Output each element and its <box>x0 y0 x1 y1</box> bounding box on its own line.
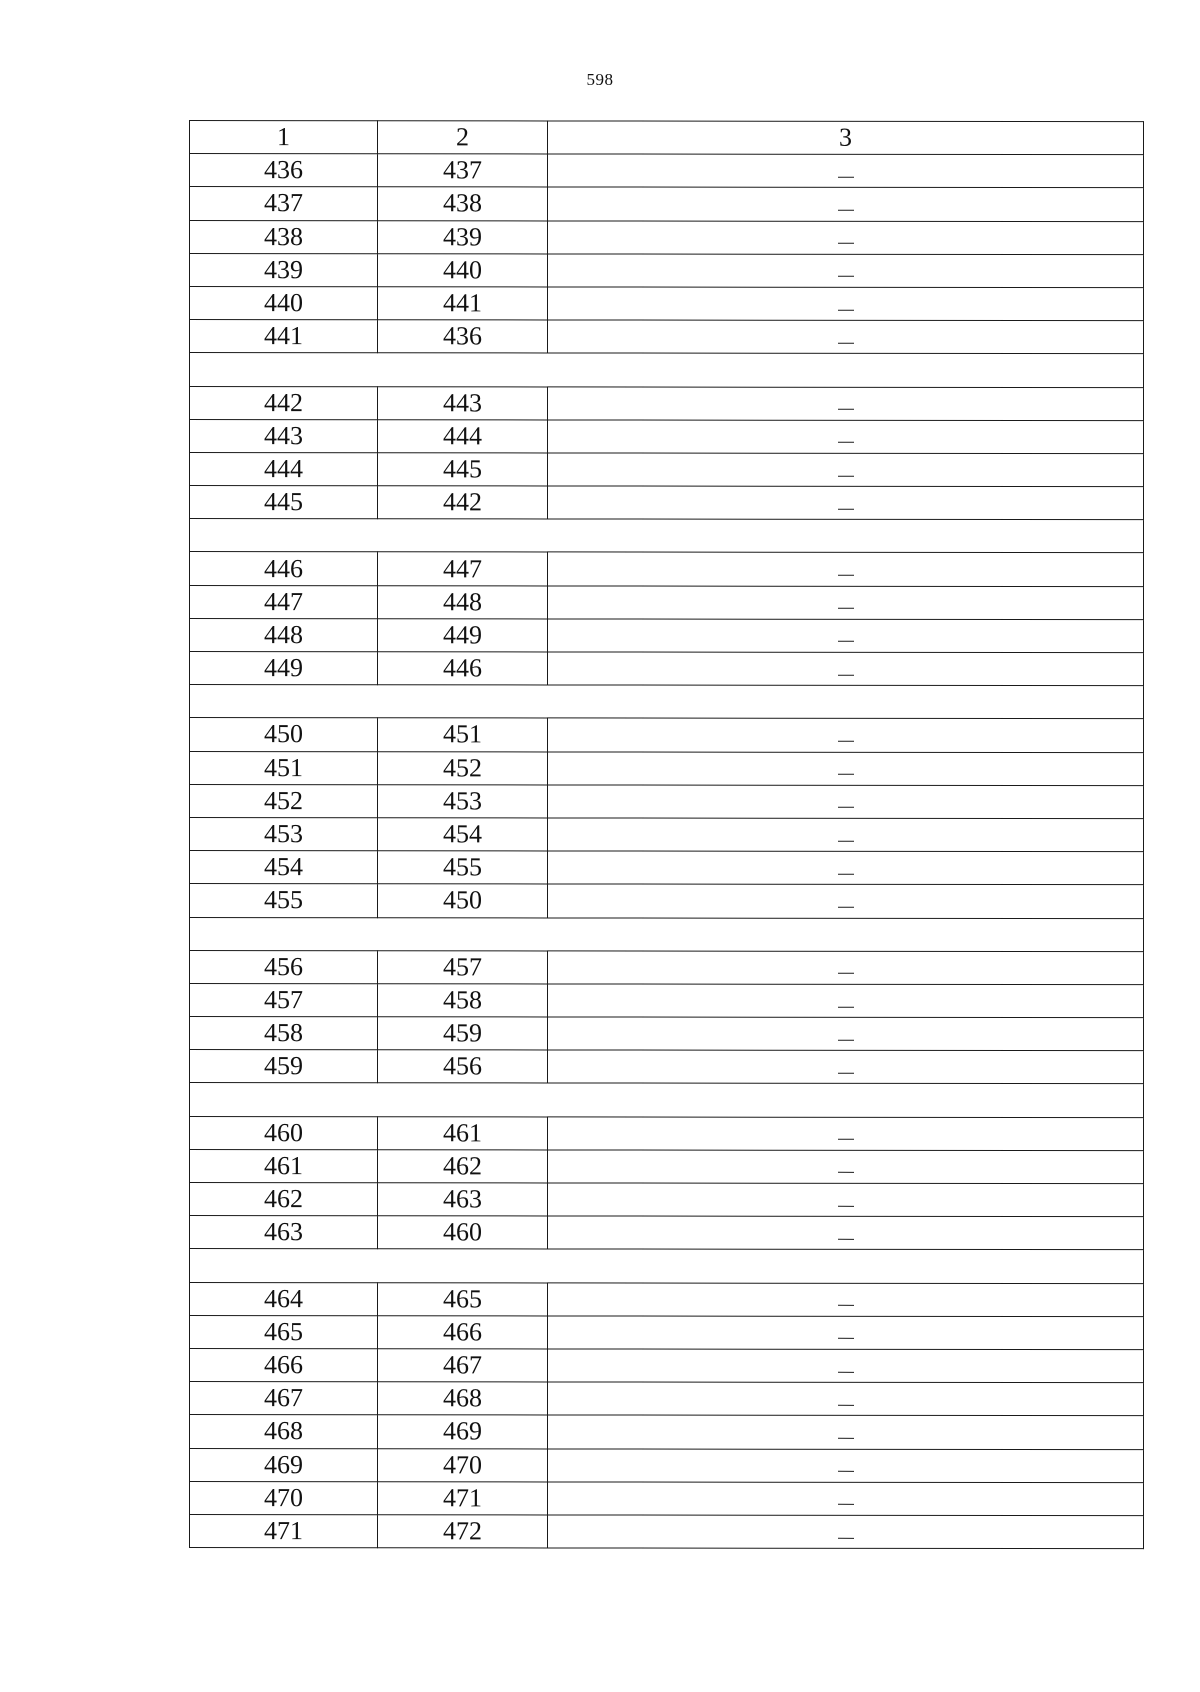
table-cell-col-3 <box>548 1349 1144 1383</box>
table-cell-col-2: 467 <box>378 1349 548 1382</box>
dash-mark <box>838 608 854 609</box>
table-cell-col-3 <box>548 984 1144 1018</box>
dash-mark <box>838 641 854 642</box>
dash-mark <box>838 343 854 344</box>
dash-mark <box>838 508 854 509</box>
table-cell-col-3 <box>548 652 1144 686</box>
table-cell-col-2: 456 <box>378 1050 548 1083</box>
dash-mark <box>838 1139 854 1140</box>
table-cell-col-2: 445 <box>378 453 548 486</box>
table-cell-col-1: 471 <box>190 1514 378 1547</box>
table-row <box>190 1216 1144 1250</box>
table-cell-col-1: 450 <box>190 718 378 751</box>
table-cell-col-1: 456 <box>190 950 378 983</box>
table-row <box>190 1315 1144 1349</box>
dash-mark <box>838 1371 854 1372</box>
table-cell-col-2: 469 <box>378 1415 548 1448</box>
table-cell-col-1: 458 <box>190 1017 378 1050</box>
dash-mark <box>838 1006 854 1007</box>
group-separator-cell <box>190 685 1144 719</box>
table-cell-col-2: 471 <box>378 1481 548 1514</box>
table-cell-col-3 <box>548 785 1144 819</box>
header-cell-1: 1 <box>190 121 378 154</box>
dash-mark <box>838 210 854 211</box>
dash-mark <box>838 409 854 410</box>
table-cell-col-1: 453 <box>190 817 378 850</box>
table-cell-col-3 <box>548 1117 1144 1151</box>
table-cell-col-3 <box>548 453 1144 487</box>
table-row <box>190 386 1144 420</box>
group-separator-row <box>190 353 1144 387</box>
table-row <box>190 452 1144 486</box>
table-row <box>190 552 1144 586</box>
table-cell-col-3 <box>548 1050 1144 1084</box>
dash-mark <box>838 177 854 178</box>
table-row <box>190 1050 1144 1084</box>
table-cell-col-2: 457 <box>378 950 548 983</box>
header-cell-2: 2 <box>378 121 548 154</box>
table-cell-col-2: 452 <box>378 751 548 784</box>
table-row <box>190 1116 1144 1150</box>
table-cell-col-2: 466 <box>378 1315 548 1348</box>
dash-mark <box>838 309 854 310</box>
table-cell-col-3 <box>548 254 1144 288</box>
dash-mark <box>838 1205 854 1206</box>
table-cell-col-1: 445 <box>190 486 378 519</box>
table-row <box>190 1017 1144 1051</box>
dash-mark <box>838 1504 854 1505</box>
table-cell-col-3 <box>548 752 1144 786</box>
dash-mark <box>838 1172 854 1173</box>
table-row <box>190 320 1144 354</box>
table-row <box>190 1448 1144 1482</box>
table-cell-col-1: 470 <box>190 1481 378 1514</box>
table-cell-col-2: 447 <box>378 552 548 585</box>
table-cell-col-3 <box>548 486 1144 520</box>
table-cell-col-1: 438 <box>190 220 378 253</box>
table-cell-col-2: 451 <box>378 718 548 751</box>
header-cell-3: 3 <box>548 121 1144 155</box>
table-row <box>190 154 1144 188</box>
table-cell-col-3 <box>548 619 1144 653</box>
table-row <box>190 983 1144 1017</box>
table-row <box>190 950 1144 984</box>
dash-mark <box>838 774 854 775</box>
table-cell-col-3 <box>548 1183 1144 1217</box>
table-cell-col-1: 459 <box>190 1050 378 1083</box>
table-cell-col-1: 461 <box>190 1149 378 1182</box>
dash-mark <box>838 1338 854 1339</box>
table-row <box>190 1348 1144 1382</box>
table-cell-col-3 <box>548 851 1144 885</box>
table-cell-col-1: 467 <box>190 1382 378 1415</box>
group-separator-cell <box>190 1249 1144 1283</box>
table-cell-col-3 <box>548 1150 1144 1184</box>
group-separator-row <box>190 1249 1144 1283</box>
table-cell-col-2: 462 <box>378 1150 548 1183</box>
table-cell-col-1: 468 <box>190 1415 378 1448</box>
table-row <box>190 784 1144 818</box>
table-cell-col-3 <box>548 287 1144 321</box>
dash-mark <box>838 442 854 443</box>
table-cell-col-3 <box>548 818 1144 852</box>
table-cell-col-1: 440 <box>190 286 378 319</box>
table-cell-col-1: 444 <box>190 452 378 485</box>
table-cell-col-1: 448 <box>190 618 378 651</box>
table-row <box>190 1282 1144 1316</box>
table-cell-col-1: 462 <box>190 1183 378 1216</box>
table-cell-col-2: 468 <box>378 1382 548 1415</box>
table-cell-col-1: 439 <box>190 253 378 286</box>
table-cell-col-2: 453 <box>378 784 548 817</box>
table-cell-col-1: 436 <box>190 154 378 187</box>
dash-mark <box>838 674 854 675</box>
table-cell-col-3 <box>548 187 1144 221</box>
table-cell-col-3 <box>548 718 1144 752</box>
table-cell-col-2: 470 <box>378 1448 548 1481</box>
table-cell-col-2: 460 <box>378 1216 548 1249</box>
table-cell-col-3 <box>548 1482 1144 1516</box>
table-body <box>190 121 1144 1549</box>
table-row <box>190 286 1144 320</box>
table-cell-col-1: 454 <box>190 851 378 884</box>
table-cell-col-2: 448 <box>378 585 548 618</box>
table-cell-col-2: 461 <box>378 1116 548 1149</box>
table-cell-col-2: 472 <box>378 1515 548 1548</box>
dash-mark <box>838 1073 854 1074</box>
dash-mark <box>838 1239 854 1240</box>
table-cell-col-2: 444 <box>378 419 548 452</box>
table-cell-col-1: 437 <box>190 187 378 220</box>
dash-mark <box>838 741 854 742</box>
table-cell-col-3 <box>548 1017 1144 1051</box>
table-row <box>190 1382 1144 1416</box>
table-cell-col-3 <box>548 1415 1144 1449</box>
table-cell-col-2: 437 <box>378 154 548 187</box>
table-cell-col-3 <box>548 1448 1144 1482</box>
table-cell-col-2: 442 <box>378 486 548 519</box>
table-row <box>190 718 1144 752</box>
table-cell-col-3 <box>548 884 1144 918</box>
group-separator-cell <box>190 917 1144 951</box>
table-cell-col-2: 458 <box>378 984 548 1017</box>
table-cell-col-3 <box>548 1316 1144 1350</box>
table-cell-col-1: 465 <box>190 1315 378 1348</box>
table-cell-col-3 <box>548 552 1144 586</box>
table-row <box>190 1514 1144 1548</box>
table-cell-col-3 <box>548 951 1144 985</box>
dash-mark <box>838 874 854 875</box>
table-cell-col-3 <box>548 1515 1144 1549</box>
table-cell-col-2: 438 <box>378 187 548 220</box>
dash-mark <box>838 1405 854 1406</box>
table-cell-col-3 <box>548 586 1144 620</box>
table-row <box>190 187 1144 221</box>
group-separator-row <box>190 685 1144 719</box>
dash-mark <box>838 276 854 277</box>
group-separator-cell <box>190 519 1144 553</box>
table-cell-col-3 <box>548 420 1144 454</box>
table-row <box>190 1415 1144 1449</box>
table-cell-col-1: 464 <box>190 1282 378 1315</box>
dash-mark <box>838 1305 854 1306</box>
table-cell-col-3 <box>548 1216 1144 1250</box>
table-cell-col-3 <box>548 221 1144 255</box>
table-cell-col-3 <box>548 1283 1144 1317</box>
table-cell-col-2: 449 <box>378 619 548 652</box>
data-table <box>189 120 1144 1549</box>
table-row <box>190 220 1144 254</box>
dash-mark <box>838 1438 854 1439</box>
table-cell-col-1: 442 <box>190 386 378 419</box>
table-cell-col-1: 460 <box>190 1116 378 1149</box>
dash-mark <box>838 973 854 974</box>
table-cell-col-2: 440 <box>378 253 548 286</box>
table-cell-col-1: 452 <box>190 784 378 817</box>
table-cell-col-3 <box>548 154 1144 188</box>
dash-mark <box>838 1537 854 1538</box>
page-number: 598 <box>586 70 614 89</box>
table-cell-col-1: 443 <box>190 419 378 452</box>
group-separator-cell <box>190 1083 1144 1117</box>
table-cell-col-1: 455 <box>190 884 378 917</box>
table-cell-col-1: 449 <box>190 652 378 685</box>
table-cell-col-1: 447 <box>190 585 378 618</box>
table-row <box>190 618 1144 652</box>
group-separator-row <box>190 1083 1144 1117</box>
table-cell-col-2: 446 <box>378 652 548 685</box>
table-cell-col-1: 466 <box>190 1348 378 1381</box>
dash-mark <box>838 1039 854 1040</box>
table-cell-col-2: 455 <box>378 851 548 884</box>
table-cell-col-1: 446 <box>190 552 378 585</box>
dash-mark <box>838 1471 854 1472</box>
dash-mark <box>838 807 854 808</box>
table-cell-col-2: 443 <box>378 386 548 419</box>
table-cell-col-2: 441 <box>378 287 548 320</box>
table-cell-col-2: 463 <box>378 1183 548 1216</box>
table-header-row <box>190 121 1144 155</box>
table-cell-col-2: 439 <box>378 220 548 253</box>
table-row <box>190 419 1144 453</box>
table-row <box>190 486 1144 520</box>
group-separator-row <box>190 519 1144 553</box>
table-cell-col-3 <box>548 1382 1144 1416</box>
table-row <box>190 1149 1144 1183</box>
dash-mark <box>838 243 854 244</box>
table-row <box>190 851 1144 885</box>
group-separator-row <box>190 917 1144 951</box>
table-row <box>190 884 1144 918</box>
table-row <box>190 652 1144 686</box>
table-cell-col-2: 450 <box>378 884 548 917</box>
dash-mark <box>838 475 854 476</box>
table-cell-col-1: 469 <box>190 1448 378 1481</box>
dash-mark <box>838 575 854 576</box>
table-cell-col-1: 457 <box>190 983 378 1016</box>
table-cell-col-2: 454 <box>378 818 548 851</box>
table-cell-col-1: 463 <box>190 1216 378 1249</box>
table-row <box>190 1481 1144 1515</box>
table-row <box>190 585 1144 619</box>
table-row <box>190 1183 1144 1217</box>
table-cell-col-3 <box>548 320 1144 354</box>
table-cell-col-2: 465 <box>378 1282 548 1315</box>
group-separator-cell <box>190 353 1144 387</box>
dash-mark <box>838 840 854 841</box>
table-row <box>190 817 1144 851</box>
table-cell-col-3 <box>548 386 1144 420</box>
table-cell-col-2: 459 <box>378 1017 548 1050</box>
table-row <box>190 751 1144 785</box>
table-cell-col-1: 451 <box>190 751 378 784</box>
table-cell-col-2: 436 <box>378 320 548 353</box>
table-row <box>190 253 1144 287</box>
table-cell-col-1: 441 <box>190 320 378 353</box>
dash-mark <box>838 907 854 908</box>
